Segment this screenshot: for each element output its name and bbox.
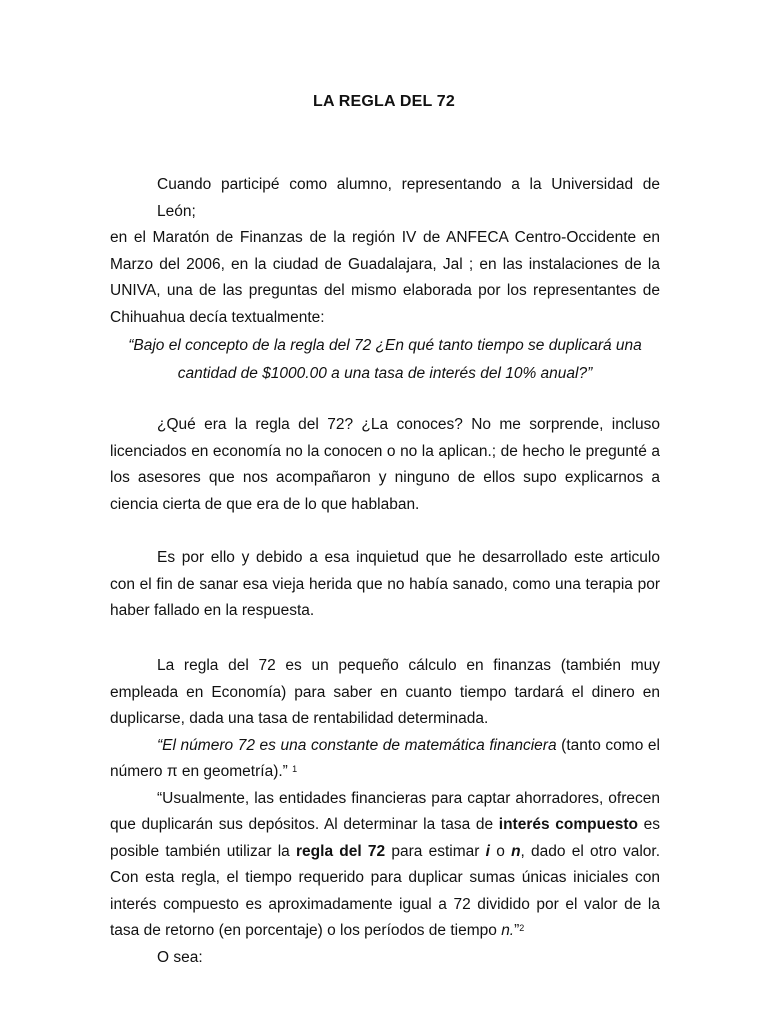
text-fragment: número π en geometría).”: [110, 763, 288, 780]
text-fragment: o: [489, 842, 512, 860]
text-line: Cuando participé como alumno, representando a la Universidad de León;: [157, 176, 660, 220]
text-line: Marzo del 2006, en la ciudad de Guadalajara, Jal ; en las instalaciones de la: [110, 255, 660, 273]
footnote-marker: 1: [292, 764, 298, 774]
text-fragment: posible también utilizar la: [110, 842, 297, 860]
text-fragment: (tanto como el: [556, 736, 660, 754]
bold-italic-variable: n: [511, 842, 521, 860]
italic-variable: n.: [501, 922, 515, 939]
text-line: en el Maratón de Finanzas de la región IV de ANFECA Centro-Occidente en: [110, 229, 660, 246]
text-line: empleada en Economía) para saber en cuanto tiempo tardará el dinero en: [110, 683, 660, 701]
document-title: LA REGLA DEL 72: [313, 93, 455, 110]
text-line: ¿Qué era la regla del 72? ¿La conoces? No me sorprende, incluso: [157, 416, 660, 433]
paragraph-intro: [110, 172, 660, 331]
text-line: [110, 918, 660, 945]
text-fragment: que duplicarán sus depósitos. Al determinar la tasa de: [110, 816, 499, 833]
bold-term: regla del 72: [296, 842, 386, 860]
text-line: duplicarse, dada una tasa de rentabilidad determinada.: [110, 710, 489, 727]
quoted-question: [110, 332, 660, 388]
text-fragment: , dado el otro valor.: [520, 842, 661, 860]
text-line: La regla del 72 es un pequeño cálculo en finanzas (también muy: [157, 657, 660, 674]
italic-phrase: “El número 72 es una constante de matemática financiera: [157, 736, 557, 754]
paragraph-motivation: [110, 545, 660, 625]
text-line: [110, 839, 660, 866]
text-fragment: ”: [514, 922, 520, 939]
paragraph-definition: [110, 653, 660, 971]
text-line: [110, 759, 660, 786]
text-line: [110, 812, 660, 839]
paragraph-question: [110, 412, 660, 518]
text-line: Es por ello y debido a esa inquietud que he desarrollado este articulo: [157, 549, 660, 566]
text-line: UNIVA, una de las preguntas del mismo elaborada por los representantes de: [110, 282, 660, 299]
quote-line: “Bajo el concepto de la regla del 72 ¿En qué tanto tiempo se duplicará una: [128, 337, 642, 354]
text-line: licenciados en economía no la conocen o no la aplican.; de hecho le pregunté a: [110, 442, 660, 460]
quote-line: cantidad de $1000.00 a una tasa de interés del 10% anual?”: [177, 365, 593, 382]
text-line: Chihuahua decía textualmente:: [110, 308, 325, 326]
text-line: los asesores que nos acompañaron y ninguno de ellos supo explicarnos a: [110, 469, 660, 486]
text-line: interés compuesto es aproximadamente igual a 72 dividido por el valor de la: [110, 895, 660, 913]
text-fragment: es: [637, 816, 660, 833]
bold-term: interés compuesto: [498, 816, 638, 833]
text-fragment: para estimar: [385, 842, 486, 860]
text-line: “Usualmente, las entidades financieras para captar ahorradores, ofrecen: [157, 789, 660, 807]
footnote-marker: 2: [519, 923, 525, 933]
bold-italic-variable: i: [485, 842, 490, 860]
text-line: [110, 733, 660, 760]
text-line: con el fin de sanar esa vieja herida que no había sanado, como una terapia por: [110, 575, 660, 593]
text-line: ciencia cierta de que era de lo que hablaban.: [110, 495, 420, 513]
text-line: Con esta regla, el tiempo requerido para duplicar sumas únicas iniciales con: [110, 869, 660, 886]
text-line: haber fallado en la respuesta.: [110, 602, 315, 619]
text-fragment: tasa de retorno (en porcentaje) o los períodos de tiempo: [110, 922, 502, 939]
text-line: O sea:: [157, 948, 203, 966]
